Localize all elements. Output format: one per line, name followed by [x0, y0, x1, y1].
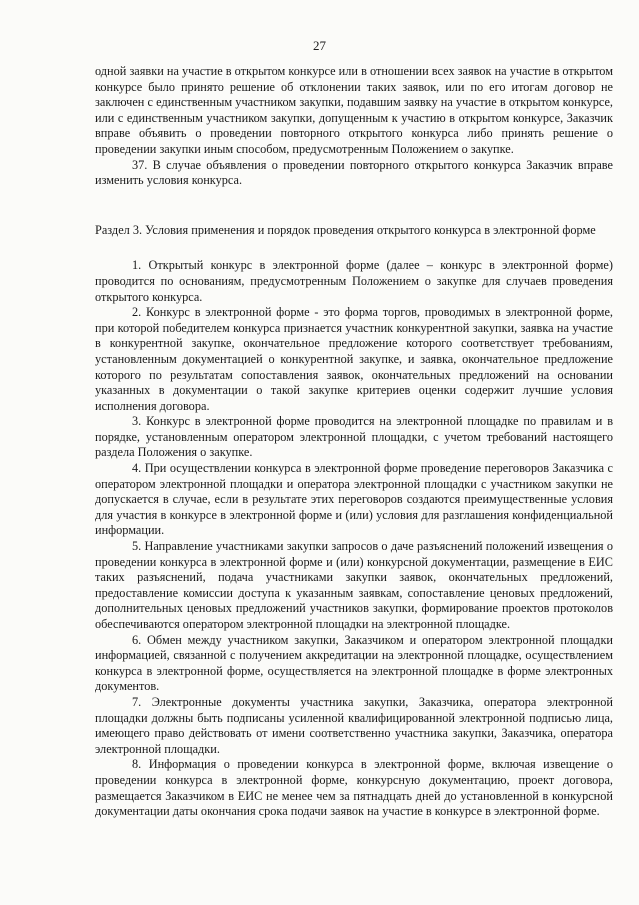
section-paragraph-8: 8. Информация о проведении конкурса в электронной форме, включая извещение о проведении конкурса в электронной форме, конкурсную документацию, проект договора, размещается Заказчиком в ЕИС не менее чем за пятнадцать дней до установленной в конкурсной документации даты окончания срока подачи заявок на участие в конкурсе в электронной форме. — [95, 757, 613, 819]
paragraph-37: 37. В случае объявления о проведении повторного открытого конкурса Заказчик вправе изменить условия конкурса. — [95, 157, 613, 188]
section-paragraph-7: 7. Электронные документы участника закупки, Заказчика, оператора электронной площадки должны быть подписаны усиленной квалифицированной электронной подписью лица, имеющего право действовать от имени соответственно участника закупки, Заказчика, оператора электронной площадки. — [95, 694, 613, 756]
section-paragraph-1: 1. Открытый конкурс в электронной форме (далее – конкурс в электронной форме) проводится по основаниям, предусмотренным Положением о закупке для случаев проведения открытого конкурса. — [95, 258, 613, 304]
section-paragraph-6: 6. Обмен между участником закупки, Заказчиком и оператором электронной площадки информацией, связанной с получением аккредитации на электронной площадке, осуществлением конкурса в электронной форме, осуществляется на электронной площадке в форме электронных документов. — [95, 632, 613, 694]
section-paragraph-2: 2. Конкурс в электронной форме - это форма торгов, проводимых в электронной форме, при которой победителем конкурса признается участник конкурентной закупки, заявка на участие в конкурентной закупке, окончательное предложение которого соответствует требованиям, установленным документацией о конкурентной закупке, и заявка, окончательное предложение которого по результатам сопоставления заявок, окончательных предложений на основании указанных в документации о такой закупке критериев оценки содержит лучшие условия исполнения договора. — [95, 305, 613, 413]
section-paragraph-5: 5. Направление участниками закупки запросов о даче разъяснений положений извещения о проведении конкурса в электронной форме и (или) конкурсной документации, размещение в ЕИС таких разъяснений, подача участниками закупки заявок, окончательных предложений, предоставление комиссии доступа к указанным заявкам, сопоставление ценовых предложений, дополнительных ценовых предложений участников закупки, формирование проектов протоколов обеспечиваются оператором электронной площадки на электронной площадке. — [95, 539, 613, 631]
section-paragraph-3: 3. Конкурс в электронной форме проводится на электронной площадке по правилам и в порядке, установленным оператором электронной площадки, с учетом требований настоящего раздела Положения о закупке. — [95, 414, 613, 460]
paragraph-continuation: одной заявки на участие в открытом конкурсе или в отношении всех заявок на участие в открытом конкурсе было принято решение об отклонении таких заявок, или по его итогам договор не заключен с единственным участником закупки, подавшим заявку на участие в открытом конкурсе, или с единственным участником закупки, допущенным к участию в открытом конкурсе, Заказчик вправе объявить о проведении повторного открытого конкурса либо принять решение о проведении закупки иным способом, предусмотренным Положением о закупке. — [95, 64, 613, 156]
document-body — [95, 64, 613, 820]
section-paragraph-4: 4. При осуществлении конкурса в электронной форме проведение переговоров Заказчика с оператором электронной площадки и оператора электронной площадки с участником закупки не допускается в случае, если в результате этих переговоров создаются преимущественные условия для участия в конкурсе в электронной форме и (или) условия для разглашения конфиденциальной информации. — [95, 461, 613, 538]
page-number: 27 — [313, 38, 326, 53]
section-title: Раздел 3. Условия применения и порядок проведения открытого конкурса в электронной форме — [95, 222, 596, 237]
